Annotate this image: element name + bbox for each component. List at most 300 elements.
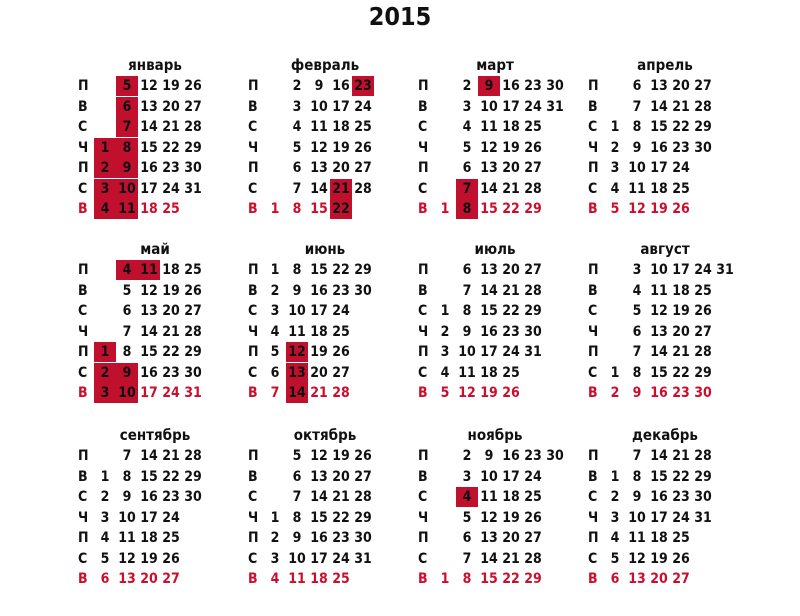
day-cell: 12 bbox=[480, 509, 498, 526]
day-cell: 15 bbox=[480, 571, 498, 587]
weekday-label: В bbox=[78, 201, 88, 217]
day-cell: 25 bbox=[502, 364, 520, 381]
weekday-label: Ч bbox=[418, 323, 429, 340]
day-cell: 18 bbox=[502, 119, 520, 135]
month-name: октябрь bbox=[293, 426, 357, 444]
day-cell: 11 bbox=[480, 119, 498, 135]
weekday-label: П bbox=[418, 448, 429, 464]
day-cell: 7 bbox=[292, 489, 302, 505]
day-cell: 17 bbox=[140, 180, 158, 197]
day-cell: 1 bbox=[610, 364, 620, 381]
weekday-label: В bbox=[248, 282, 258, 299]
weekday-label: П bbox=[588, 262, 599, 278]
day-cell: 14 bbox=[310, 489, 328, 505]
day-cell: 19 bbox=[502, 509, 520, 526]
weekday-label: В bbox=[78, 385, 88, 401]
day-cell: 24 bbox=[332, 303, 350, 319]
day-cell: 28 bbox=[184, 323, 202, 340]
day-cell: 21 bbox=[502, 180, 520, 197]
day-cell: 27 bbox=[162, 571, 180, 587]
day-cell: 14 bbox=[140, 323, 158, 340]
weekday-label: В bbox=[248, 468, 258, 485]
day-cell: 4 bbox=[456, 487, 478, 507]
day-cell: 15 bbox=[650, 364, 668, 381]
day-cell: 17 bbox=[140, 509, 158, 526]
day-cell: 30 bbox=[694, 489, 712, 505]
day-cell: 5 bbox=[292, 448, 302, 464]
weekday-label: С bbox=[78, 180, 88, 197]
day-cell: 26 bbox=[354, 139, 372, 156]
weekday-label: В bbox=[588, 385, 598, 401]
day-cell: 18 bbox=[310, 571, 328, 587]
day-cell: 18 bbox=[332, 119, 350, 135]
day-cell: 19 bbox=[480, 385, 498, 401]
day-cell: 4 bbox=[440, 364, 450, 381]
weekday-label: П bbox=[588, 530, 599, 546]
weekday-label: П bbox=[78, 344, 89, 360]
day-cell: 11 bbox=[118, 530, 136, 546]
day-cell: 29 bbox=[694, 119, 712, 135]
day-cell: 16 bbox=[650, 139, 668, 156]
weekday-label: В bbox=[248, 571, 258, 587]
day-cell: 28 bbox=[524, 282, 542, 299]
day-cell: 23 bbox=[672, 385, 690, 401]
day-cell: 20 bbox=[650, 571, 668, 587]
day-cell: 14 bbox=[140, 119, 158, 135]
day-cell: 13 bbox=[118, 571, 136, 587]
day-cell: 31 bbox=[354, 550, 372, 567]
weekday-label: Ч bbox=[588, 139, 599, 156]
day-cell: 29 bbox=[524, 303, 542, 319]
day-cell: 31 bbox=[184, 180, 202, 197]
day-cell: 9 bbox=[478, 76, 500, 96]
day-cell: 15 bbox=[310, 201, 328, 217]
day-cell: 27 bbox=[524, 160, 542, 176]
weekday-label: В bbox=[78, 571, 88, 587]
day-cell: 11 bbox=[650, 282, 668, 299]
day-cell: 26 bbox=[184, 282, 202, 299]
day-cell: 5 bbox=[122, 282, 132, 299]
day-cell: 8 bbox=[292, 509, 302, 526]
weekday-label: П bbox=[248, 530, 259, 546]
month-2 bbox=[248, 56, 418, 246]
day-cell: 23 bbox=[162, 364, 180, 381]
month-name: август bbox=[640, 240, 690, 258]
weekday-label: С bbox=[418, 119, 428, 135]
day-cell: 8 bbox=[122, 468, 132, 485]
weekday-label: С bbox=[588, 489, 598, 505]
day-cell: 29 bbox=[524, 571, 542, 587]
day-cell: 23 bbox=[352, 76, 374, 96]
day-cell: 4 bbox=[462, 119, 472, 135]
day-cell: 26 bbox=[672, 201, 690, 217]
day-cell: 6 bbox=[632, 78, 642, 94]
weekday-label: В bbox=[588, 282, 598, 299]
day-cell: 18 bbox=[140, 201, 158, 217]
day-cell: 21 bbox=[502, 282, 520, 299]
day-cell: 13 bbox=[140, 303, 158, 319]
day-cell: 10 bbox=[650, 262, 668, 278]
day-cell: 9 bbox=[632, 489, 642, 505]
day-cell: 27 bbox=[694, 323, 712, 340]
day-cell: 29 bbox=[184, 139, 202, 156]
day-cell: 12 bbox=[650, 303, 668, 319]
day-cell: 26 bbox=[354, 448, 372, 464]
day-cell: 16 bbox=[650, 385, 668, 401]
weekday-label: С bbox=[418, 364, 428, 381]
day-cell: 22 bbox=[672, 119, 690, 135]
weekday-label: П bbox=[418, 160, 429, 176]
weekday-label: Ч bbox=[418, 509, 429, 526]
weekday-label: П bbox=[248, 78, 259, 94]
day-cell: 11 bbox=[288, 571, 306, 587]
day-cell: 9 bbox=[116, 158, 138, 178]
day-cell: 12 bbox=[628, 550, 646, 567]
weekday-label: В bbox=[248, 385, 258, 401]
weekday-label: П bbox=[418, 262, 429, 278]
day-cell: 17 bbox=[332, 98, 350, 115]
weekday-label: П bbox=[248, 160, 259, 176]
day-cell: 7 bbox=[270, 385, 280, 401]
weekday-label: В bbox=[418, 98, 428, 115]
day-cell: 6 bbox=[292, 160, 302, 176]
weekday-label: С bbox=[248, 550, 258, 567]
weekday-label: С bbox=[588, 364, 598, 381]
day-cell: 13 bbox=[286, 363, 308, 383]
weekday-label: П bbox=[248, 262, 259, 278]
day-cell: 31 bbox=[546, 98, 564, 115]
day-cell: 7 bbox=[632, 448, 642, 464]
weekday-label: Ч bbox=[588, 509, 599, 526]
day-cell: 11 bbox=[310, 119, 328, 135]
weekday-label: С bbox=[248, 180, 258, 197]
day-cell: 12 bbox=[628, 201, 646, 217]
weekday-label: Ч bbox=[248, 139, 259, 156]
day-cell: 9 bbox=[314, 78, 324, 94]
day-cell: 5 bbox=[100, 550, 110, 567]
day-cell: 13 bbox=[650, 78, 668, 94]
day-cell: 14 bbox=[650, 448, 668, 464]
day-cell: 5 bbox=[440, 385, 450, 401]
day-cell: 27 bbox=[184, 98, 202, 115]
day-cell: 15 bbox=[480, 303, 498, 319]
day-cell: 30 bbox=[546, 448, 564, 464]
weekday-label: П bbox=[418, 78, 429, 94]
day-cell: 18 bbox=[140, 530, 158, 546]
weekday-label: С bbox=[588, 550, 598, 567]
day-cell: 11 bbox=[138, 260, 160, 280]
day-cell: 17 bbox=[310, 550, 328, 567]
day-cell: 18 bbox=[650, 180, 668, 197]
day-cell: 17 bbox=[650, 509, 668, 526]
day-cell: 19 bbox=[650, 201, 668, 217]
weekday-label: С bbox=[418, 550, 428, 567]
day-cell: 29 bbox=[184, 468, 202, 485]
day-cell: 28 bbox=[524, 180, 542, 197]
day-cell: 24 bbox=[332, 550, 350, 567]
day-cell: 8 bbox=[122, 344, 132, 360]
day-cell: 11 bbox=[628, 530, 646, 546]
day-cell: 26 bbox=[524, 139, 542, 156]
day-cell: 2 bbox=[610, 139, 620, 156]
year-title: 2015 bbox=[368, 2, 432, 31]
day-cell: 23 bbox=[162, 489, 180, 505]
day-cell: 6 bbox=[462, 160, 472, 176]
weekday-label: С bbox=[78, 550, 88, 567]
day-cell: 30 bbox=[694, 385, 712, 401]
weekday-label: П bbox=[588, 78, 599, 94]
day-cell: 27 bbox=[354, 468, 372, 485]
day-cell: 4 bbox=[100, 530, 110, 546]
day-cell: 8 bbox=[462, 303, 472, 319]
day-cell: 11 bbox=[458, 364, 476, 381]
day-cell: 15 bbox=[140, 344, 158, 360]
day-cell: 22 bbox=[162, 468, 180, 485]
day-cell: 3 bbox=[270, 550, 280, 567]
day-cell: 30 bbox=[184, 489, 202, 505]
weekday-label: Ч bbox=[248, 509, 259, 526]
day-cell: 13 bbox=[310, 160, 328, 176]
day-cell: 30 bbox=[184, 160, 202, 176]
day-cell: 20 bbox=[672, 323, 690, 340]
day-cell: 4 bbox=[270, 571, 280, 587]
month-4 bbox=[588, 56, 758, 246]
day-cell: 29 bbox=[524, 201, 542, 217]
month-9 bbox=[78, 426, 248, 616]
day-cell: 10 bbox=[116, 179, 138, 199]
day-cell: 28 bbox=[332, 385, 350, 401]
weekday-label: П bbox=[588, 160, 599, 176]
day-cell: 9 bbox=[462, 323, 472, 340]
day-cell: 31 bbox=[694, 509, 712, 526]
day-cell: 31 bbox=[716, 262, 734, 278]
day-cell: 6 bbox=[462, 530, 472, 546]
day-cell: 15 bbox=[480, 201, 498, 217]
day-cell: 27 bbox=[332, 364, 350, 381]
day-cell: 2 bbox=[462, 448, 472, 464]
day-cell: 10 bbox=[310, 98, 328, 115]
day-cell: 10 bbox=[480, 98, 498, 115]
day-cell: 2 bbox=[270, 530, 280, 546]
day-cell: 28 bbox=[354, 489, 372, 505]
day-cell: 13 bbox=[480, 530, 498, 546]
day-cell: 7 bbox=[122, 448, 132, 464]
day-cell: 11 bbox=[628, 180, 646, 197]
day-cell: 20 bbox=[502, 262, 520, 278]
day-cell: 25 bbox=[524, 489, 542, 505]
day-cell: 23 bbox=[672, 139, 690, 156]
weekday-label: С bbox=[248, 119, 258, 135]
month-name: сентябрь bbox=[119, 426, 191, 444]
day-cell: 14 bbox=[480, 282, 498, 299]
day-cell: 26 bbox=[502, 385, 520, 401]
weekday-label: С bbox=[588, 303, 598, 319]
day-cell: 4 bbox=[610, 530, 620, 546]
day-cell: 14 bbox=[480, 180, 498, 197]
day-cell: 17 bbox=[140, 385, 158, 401]
day-cell: 29 bbox=[694, 468, 712, 485]
day-cell: 19 bbox=[502, 139, 520, 156]
day-cell: 6 bbox=[292, 468, 302, 485]
month-name: ноябрь bbox=[467, 426, 523, 444]
day-cell: 29 bbox=[184, 344, 202, 360]
day-cell: 8 bbox=[292, 201, 302, 217]
day-cell: 23 bbox=[502, 323, 520, 340]
day-cell: 3 bbox=[610, 509, 620, 526]
weekday-label: П bbox=[588, 448, 599, 464]
month-6 bbox=[248, 240, 418, 430]
weekday-label: П bbox=[78, 530, 89, 546]
day-cell: 1 bbox=[440, 201, 450, 217]
day-cell: 3 bbox=[632, 262, 642, 278]
day-cell: 24 bbox=[354, 98, 372, 115]
day-cell: 28 bbox=[694, 98, 712, 115]
day-cell: 2 bbox=[94, 158, 116, 178]
weekday-label: С bbox=[248, 303, 258, 319]
day-cell: 21 bbox=[162, 119, 180, 135]
day-cell: 17 bbox=[672, 262, 690, 278]
day-cell: 17 bbox=[310, 303, 328, 319]
day-cell: 4 bbox=[632, 282, 642, 299]
day-cell: 2 bbox=[270, 282, 280, 299]
weekday-label: С bbox=[78, 364, 88, 381]
day-cell: 3 bbox=[292, 98, 302, 115]
day-cell: 9 bbox=[632, 385, 642, 401]
day-cell: 2 bbox=[100, 489, 110, 505]
day-cell: 22 bbox=[672, 364, 690, 381]
day-cell: 10 bbox=[628, 509, 646, 526]
day-cell: 20 bbox=[162, 303, 180, 319]
day-cell: 28 bbox=[694, 344, 712, 360]
weekday-label: С bbox=[78, 119, 88, 135]
day-cell: 6 bbox=[632, 323, 642, 340]
day-cell: 7 bbox=[122, 323, 132, 340]
day-cell: 7 bbox=[632, 98, 642, 115]
day-cell: 14 bbox=[650, 344, 668, 360]
day-cell: 16 bbox=[480, 323, 498, 340]
day-cell: 20 bbox=[162, 98, 180, 115]
month-1 bbox=[78, 56, 248, 246]
day-cell: 16 bbox=[502, 78, 520, 94]
day-cell: 22 bbox=[502, 303, 520, 319]
day-cell: 29 bbox=[354, 262, 372, 278]
day-cell: 20 bbox=[502, 530, 520, 546]
day-cell: 19 bbox=[140, 550, 158, 567]
month-7 bbox=[418, 240, 588, 430]
weekday-label: С bbox=[248, 364, 258, 381]
day-cell: 16 bbox=[502, 448, 520, 464]
day-cell: 24 bbox=[524, 98, 542, 115]
day-cell: 2 bbox=[292, 78, 302, 94]
day-cell: 26 bbox=[332, 344, 350, 360]
weekday-label: П bbox=[418, 344, 429, 360]
day-cell: 14 bbox=[650, 98, 668, 115]
day-cell: 5 bbox=[632, 303, 642, 319]
day-cell: 13 bbox=[140, 98, 158, 115]
weekday-label: П bbox=[248, 344, 259, 360]
day-cell: 16 bbox=[140, 364, 158, 381]
day-cell: 26 bbox=[184, 78, 202, 94]
day-cell: 8 bbox=[632, 468, 642, 485]
weekday-label: В bbox=[418, 468, 428, 485]
day-cell: 17 bbox=[650, 160, 668, 176]
day-cell: 21 bbox=[162, 323, 180, 340]
month-11 bbox=[418, 426, 588, 616]
day-cell: 8 bbox=[456, 199, 478, 219]
day-cell: 6 bbox=[100, 571, 110, 587]
day-cell: 29 bbox=[694, 364, 712, 381]
month-name: февраль bbox=[290, 56, 360, 74]
day-cell: 6 bbox=[116, 97, 138, 117]
day-cell: 25 bbox=[162, 201, 180, 217]
day-cell: 25 bbox=[332, 571, 350, 587]
day-cell: 2 bbox=[610, 489, 620, 505]
day-cell: 6 bbox=[270, 364, 280, 381]
day-cell: 16 bbox=[650, 489, 668, 505]
day-cell: 4 bbox=[270, 323, 280, 340]
month-10 bbox=[248, 426, 418, 616]
day-cell: 12 bbox=[140, 282, 158, 299]
day-cell: 24 bbox=[524, 468, 542, 485]
weekday-label: В bbox=[418, 385, 428, 401]
day-cell: 25 bbox=[162, 530, 180, 546]
weekday-label: В bbox=[78, 98, 88, 115]
day-cell: 1 bbox=[440, 571, 450, 587]
weekday-label: В bbox=[588, 98, 598, 115]
day-cell: 2 bbox=[440, 323, 450, 340]
day-cell: 3 bbox=[440, 344, 450, 360]
day-cell: 26 bbox=[694, 303, 712, 319]
day-cell: 31 bbox=[524, 344, 542, 360]
month-name: апрель bbox=[637, 56, 693, 74]
day-cell: 20 bbox=[672, 78, 690, 94]
weekday-label: П bbox=[588, 344, 599, 360]
day-cell: 21 bbox=[502, 550, 520, 567]
weekday-label: В bbox=[78, 468, 88, 485]
month-3 bbox=[418, 56, 588, 246]
day-cell: 18 bbox=[650, 530, 668, 546]
day-cell: 25 bbox=[524, 119, 542, 135]
day-cell: 22 bbox=[502, 571, 520, 587]
day-cell: 22 bbox=[162, 139, 180, 156]
weekday-label: В bbox=[78, 282, 88, 299]
weekday-label: С bbox=[418, 180, 428, 197]
weekday-label: Ч bbox=[78, 323, 89, 340]
day-cell: 23 bbox=[162, 160, 180, 176]
day-cell: 28 bbox=[354, 180, 372, 197]
day-cell: 12 bbox=[458, 385, 476, 401]
day-cell: 5 bbox=[610, 550, 620, 567]
day-cell: 1 bbox=[610, 119, 620, 135]
day-cell: 25 bbox=[332, 323, 350, 340]
day-cell: 3 bbox=[94, 179, 116, 199]
day-cell: 30 bbox=[694, 139, 712, 156]
day-cell: 24 bbox=[672, 509, 690, 526]
day-cell: 8 bbox=[116, 138, 138, 158]
day-cell: 18 bbox=[162, 262, 180, 278]
day-cell: 12 bbox=[118, 550, 136, 567]
day-cell: 8 bbox=[632, 119, 642, 135]
month-5 bbox=[78, 240, 248, 430]
day-cell: 2 bbox=[610, 385, 620, 401]
day-cell: 6 bbox=[610, 571, 620, 587]
day-cell: 7 bbox=[462, 550, 472, 567]
weekday-label: В bbox=[418, 201, 428, 217]
day-cell: 20 bbox=[332, 160, 350, 176]
day-cell: 30 bbox=[184, 364, 202, 381]
day-cell: 25 bbox=[694, 282, 712, 299]
day-cell: 12 bbox=[310, 139, 328, 156]
